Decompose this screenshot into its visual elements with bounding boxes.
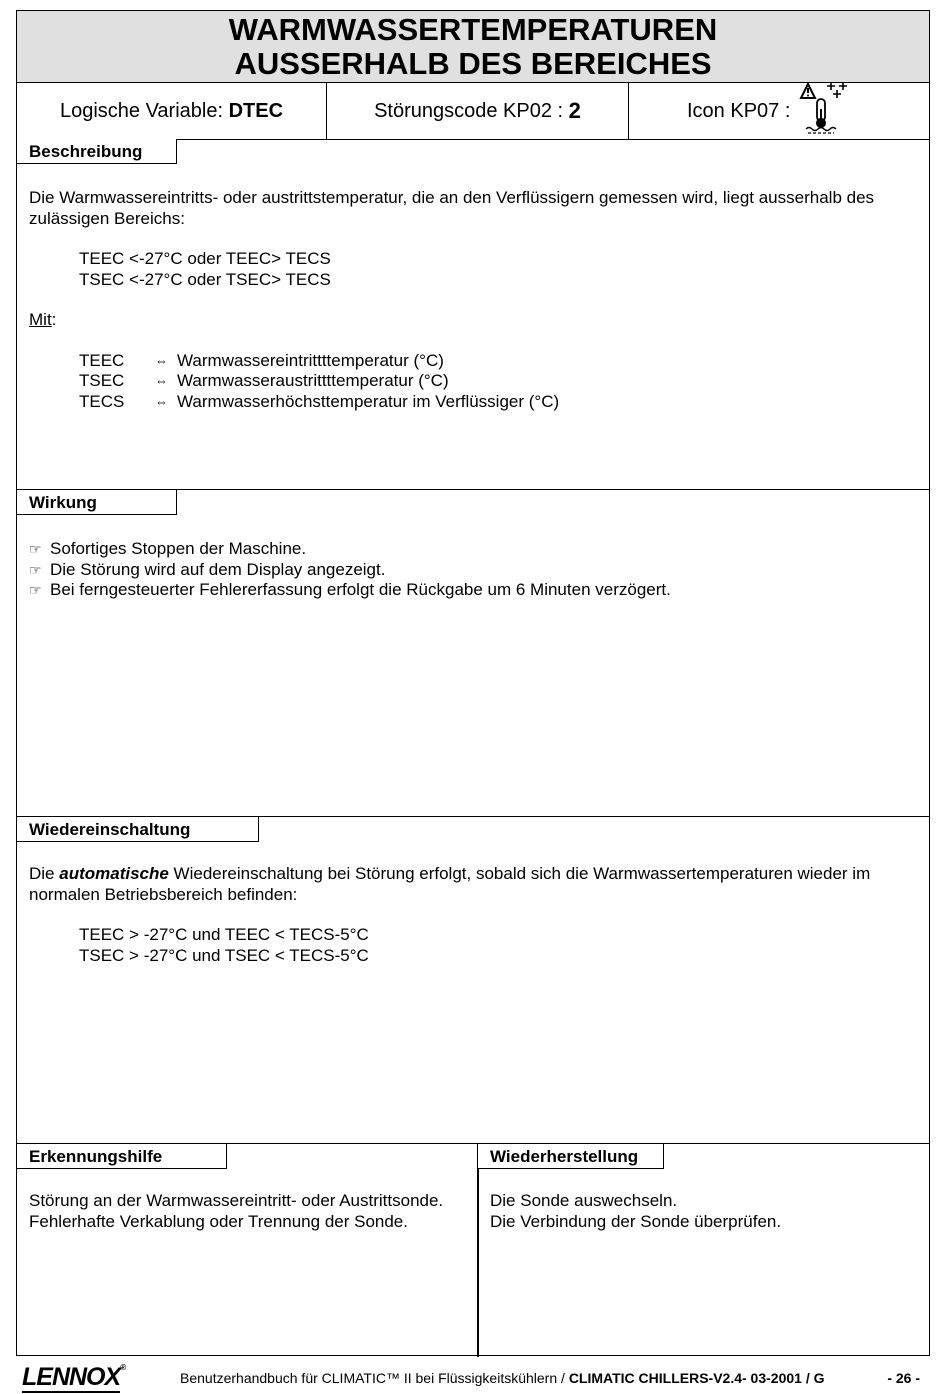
condition-1: TEEC <-27°C oder TEEC> TECS [79,249,331,268]
list-item [29,580,917,601]
icon-label: Icon KP07 : [687,99,791,122]
definition-row [79,371,917,392]
wirkung-content [29,539,917,601]
list-item [29,560,917,581]
icon-cell [629,83,929,139]
mit-colon: : [51,310,57,329]
condition-1: TEEC > -27°C und TEEC < TECS-5°C [79,925,369,944]
definition-key: TEEC [79,350,125,370]
definition-row [79,392,917,413]
wiederherstellung-line: Die Verbindung der Sonde überprüfen. [490,1211,782,1231]
column-divider [477,1144,479,1357]
pointing-hand-icon: ☞ [29,541,42,557]
fault-code-label: Störungscode KP02 : [374,99,569,122]
definition-key: TECS [79,391,125,411]
section-beschreibung [17,139,929,490]
list-item-text: Sofortiges Stoppen der Maschine. [50,539,307,558]
mit-line [29,310,917,331]
definition-row [79,351,917,372]
double-arrow-icon: ⇔ [155,373,168,388]
wiedereinschaltung-text [29,864,917,905]
section-label-erkennungshilfe: Erkennungshilfe [17,1144,227,1169]
text-part: Wiedereinschaltung bei Störung erfolgt, sobald sich die Warmwassertemperaturen wieder im normalen Betriebsbereich befinden: [29,864,871,904]
logical-variable-cell [17,83,327,139]
definition-value: Warmwasseraustrittttemperatur (°C) [177,371,449,390]
wiedereinschaltung-content [29,864,917,966]
alarm-thermometer-icon [796,81,858,135]
text-emphasis: automatische [59,864,169,883]
wiederherstellung-content [490,1191,917,1232]
page-number: - 26 - [887,1370,920,1386]
beschreibung-text: Die Warmwassereintritts- oder austrittstemperatur, die an den Verflüssigern gemessen wird, liegt ausserhalb des zulässigen Bereichs: [29,188,875,228]
section-label-beschreibung: Beschreibung [17,139,177,164]
fault-code-cell [327,83,629,139]
wiederherstellung-line: Die Sonde auswechseln. [490,1191,678,1210]
list-item-text: Die Störung wird auf dem Display angezeigt. [50,559,386,579]
pointing-hand-icon: ☞ [29,582,42,598]
logical-variable-label: Logische Variable: [59,99,229,122]
double-arrow-icon: ⇔ [155,352,168,368]
footer-text-part: Benutzerhandbuch für CLIMATIC™ II bei Flüssigkeitskühlern / [180,1370,569,1386]
info-bar [17,83,929,140]
section-bottom [17,1144,929,1357]
footer-text-bold: CLIMATIC CHILLERS-V2.4- 03-2001 / G [568,1370,825,1386]
section-label-wiedereinschaltung: Wiedereinschaltung [17,817,259,842]
fault-code-value: 2 [568,98,581,123]
logical-variable-value: DTEC [228,99,284,122]
definition-value: Warmwasserhöchsttemperatur im Verflüssiger (°C) [177,391,560,411]
mit-label: Mit [29,310,52,329]
definition-key: TSEC [79,371,125,390]
condition-2: TSEC > -27°C und TSEC < TECS-5°C [79,945,369,965]
title-line-1: WARMWASSERTEMPERATUREN [228,12,718,47]
list-item-text: Bei ferngesteuerter Fehlererfassung erfolgt die Rückgabe um 6 Minuten verzögert. [50,580,671,599]
definition-value: Warmwassereintrittttemperatur (°C) [177,350,444,370]
lennox-logo [22,1363,125,1392]
logo-mark: ® [120,1363,126,1372]
erkennungshilfe-content [29,1191,469,1232]
condition-2: TSEC <-27°C oder TSEC> TECS [79,269,331,289]
erkennungshilfe-line: Fehlerhafte Verkablung oder Trennung der Sonde. [29,1211,408,1231]
page-frame [16,10,930,1356]
list-item [29,539,917,560]
page-title [17,11,929,83]
erkennungshilfe-line: Störung an der Warmwassereintritt- oder Austrittsonde. [29,1191,444,1210]
double-arrow-icon: ⇔ [155,393,168,409]
title-line-2: AUSSERHALB DES BEREICHES [234,46,712,81]
footer-text [180,1370,825,1386]
pointing-hand-icon: ☞ [29,561,42,578]
logo-text: LENNOX [22,1363,121,1391]
page-footer [0,1360,950,1394]
text-part: Die [29,864,60,883]
section-label-wiederherstellung: Wiederherstellung [478,1144,664,1169]
section-wirkung [17,490,929,817]
section-label-wirkung: Wirkung [17,490,177,515]
section-wiedereinschaltung [17,817,929,1144]
beschreibung-content [29,188,917,412]
